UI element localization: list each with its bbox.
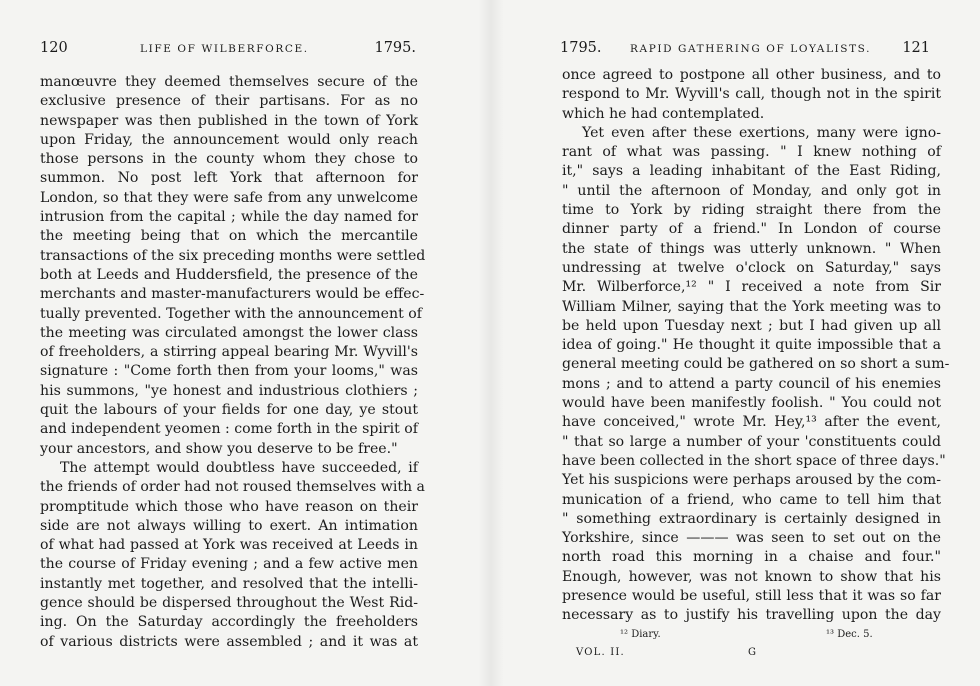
text-line: of freeholders, a stirring appeal bearing Mr. Wyvill's [40,344,418,361]
text-line: which he had contemplated. [562,105,765,122]
text-line: undressing at twelve o'clock on Saturday," says [562,259,941,276]
text-line: dinner party of a friend." In London of course [562,221,941,238]
text-line: presence would be useful, still less that it was so far [562,588,941,605]
text-line: gence should be dispersed throughout the West Rid- [40,595,418,612]
left-page-body [40,73,426,652]
text-line: newspaper was then published in the town of York [40,112,418,129]
running-head: RAPID GATHERING OF LOYALISTS. [630,43,872,55]
text-line: idea of going." He thought it quite impossible that a [562,337,941,354]
text-line: the friends of order had not roused themselves with a [40,479,425,496]
footnote: ¹² Diary. [620,629,661,640]
text-line: munication of a friend, who came to tell him that [562,491,941,508]
text-line: once agreed to postpone all other business, and to [562,67,941,83]
page-number: 120 [40,40,68,56]
text-line: have been collected in the short space of three days." [562,452,946,469]
header-year: 1795. [374,40,416,56]
left-page-header [40,40,416,58]
text-line: side are not always willing to exert. An intimation [40,517,418,534]
text-line: those persons in the county whom they chose to [40,151,418,168]
text-line: rant of what was passing. " I knew nothing of [562,144,941,161]
text-line: manœuvre they deemed themselves secure of the [40,74,418,90]
volume-label: VOL. II. [576,647,625,658]
footnote: ¹³ Dec. 5. [826,629,873,640]
right-page [490,0,980,686]
signature-mark: G [748,647,758,658]
text-line: " that so large a number of your 'constituents could [562,433,941,450]
text-line: signature : "Come forth then from your looms," was [40,363,418,380]
text-line: necessary as to justify his travelling upon the day [562,607,941,624]
running-head: LIFE OF WILBERFORCE. [140,43,309,55]
text-line: his summons, "ye honest and industrious clothiers ; [40,382,418,399]
text-line: tually prevented. Together with the announcement of [40,305,422,322]
text-line: Mr. Wilberforce,¹² " I received a note from Sir [562,279,941,296]
text-line: your ancestors, and show you deserve to be free." [40,440,398,457]
text-line: the meeting being that on which the mercantile [40,228,418,245]
text-line: mons ; and to attend a party council of his enemies [562,375,941,392]
text-line: of various districts were assembled ; and it was at [40,633,418,650]
text-line: be held upon Tuesday next ; but I had given up all [562,317,941,334]
right-page-header [558,40,930,58]
text-line: Yet his suspicions were perhaps aroused by the com- [562,472,941,489]
text-line: The attempt would doubtless have succeeded, if [60,459,418,476]
text-line: of what had passed at York was received at Leeds in [40,537,418,554]
text-line: the meeting was circulated amongst the lower class [40,324,418,341]
text-line: transactions of the six preceding months were settled [40,247,426,264]
text-line: Yorkshire, since ——— was seen to set out on the [562,530,941,547]
text-line: merchants and master-manufacturers would be effec- [40,286,425,303]
text-line: William Milner, saying that the York meeting was to [562,298,941,315]
text-line: would have been manifestly foolish. " You could not [562,395,941,412]
text-line: " something extraordinary is certainly designed in [562,510,941,527]
page-number: 121 [902,40,930,56]
text-line: quit the labours of your fields for one day, ye stout [40,402,418,419]
text-line: summon. No post left York that afternoon for [40,170,418,187]
text-line: instantly met together, and resolved that the intelli- [40,575,418,592]
header-year: 1795. [560,40,602,56]
text-line: respond to Mr. Wyvill's call, though not in the spirit [562,86,941,103]
signature-line [576,647,876,661]
text-line: promptitude which those who have reason on their [40,498,418,515]
text-line: the course of Friday evening ; and a few active men [40,556,418,573]
right-page-body [562,66,950,626]
text-line: Enough, however, was not known to show that his [562,568,941,585]
text-line: London, so that they were safe from any unwelcome [40,189,418,206]
text-line: exclusive presence of their partisans. For as no [40,93,418,110]
text-line: intrusion from the capital ; while the day named for [40,209,418,226]
text-line: " until the afternoon of Monday, and only got in [562,182,941,199]
text-line: ing. On the Saturday accordingly the freeholders [40,614,418,631]
text-line: and independent yeomen : come forth in the spirit of [40,421,418,438]
text-line: time to York by riding straight there from the [562,202,941,219]
text-line: have conceived," wrote Mr. Hey,¹³ after the event, [562,414,941,431]
text-line: it," says a leading inhabitant of the East Riding, [562,163,941,180]
text-line: Yet even after these exertions, many were igno- [582,124,941,141]
text-line: both at Leeds and Huddersfield, the presence of the [40,266,418,283]
footnotes [620,629,940,643]
text-line: upon Friday, the announcement would only reach [40,131,418,148]
text-line: general meeting could be gathered on so short a sum- [562,356,950,373]
text-line: north road this morning in a chaise and four." [562,549,941,566]
text-line: the state of things was utterly unknown. " When [562,240,941,257]
